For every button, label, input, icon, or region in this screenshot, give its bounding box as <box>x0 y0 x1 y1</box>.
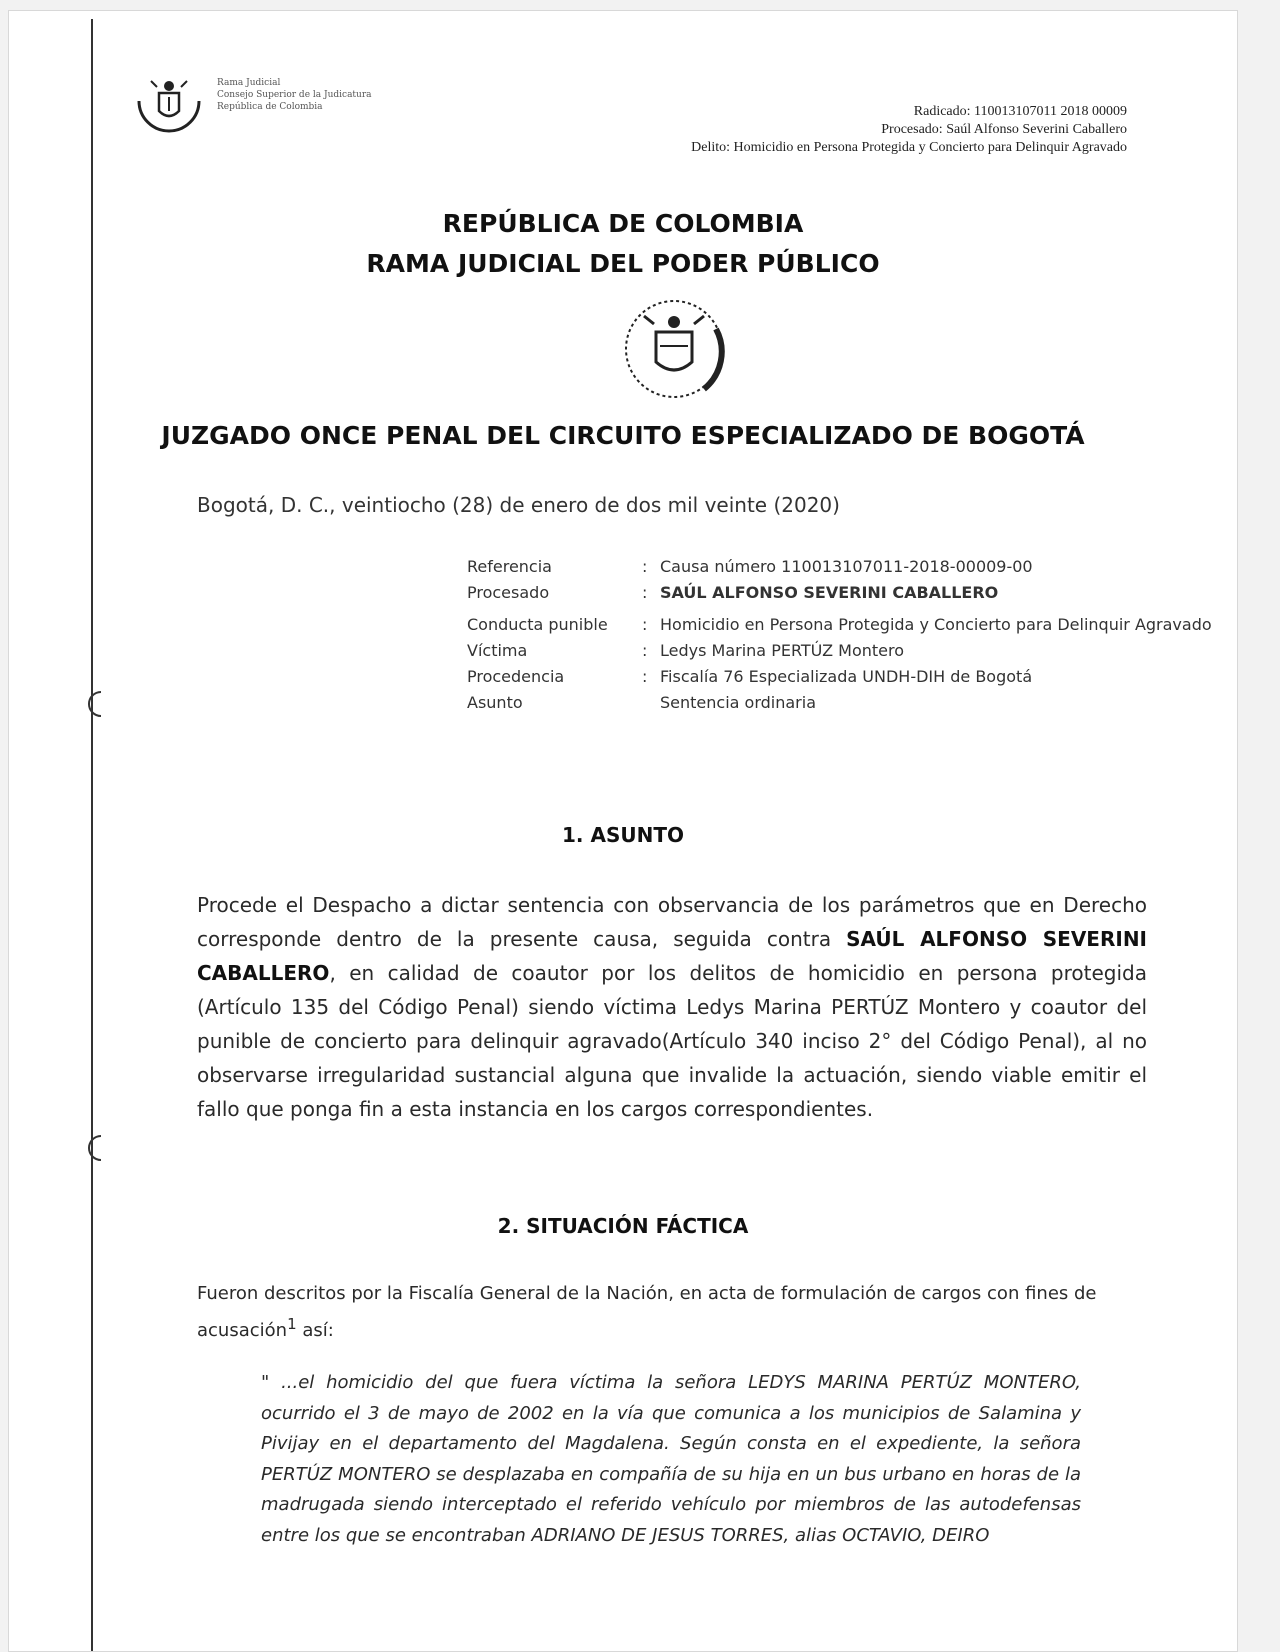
institution-line: Consejo Superior de la Judicatura <box>217 90 372 100</box>
case-info-row: Procedencia : Fiscalía 76 Especializada UNDH-DIH de Bogotá <box>467 664 1227 690</box>
court-heading: JUZGADO ONCE PENAL DEL CIRCUITO ESPECIALIZADO DE BOGOTÁ <box>161 421 1085 450</box>
institution-line: Rama Judicial <box>217 78 281 88</box>
case-info-label: Procedencia <box>467 667 565 686</box>
punch-hole-icon <box>81 1133 107 1163</box>
case-info-value: Causa número 110013107011-2018-00009-00 <box>660 557 1033 576</box>
case-info-row: Referencia : Causa número 110013107011-2018-00009-00 <box>467 554 1227 580</box>
case-info-row: Conducta punible : Homicidio en Persona Protegida y Concierto para Delinquir Agravado <box>467 612 1227 638</box>
paragraph-text: Procede el Despacho a dictar sentencia con observancia de los parámetros que en Derecho corresponde dentro de la presente causa, seguida contra <box>197 893 1147 951</box>
document-page <box>8 10 1238 1652</box>
case-info-value: Sentencia ordinaria <box>660 693 816 712</box>
procesado-line: Procesado: Saúl Alfonso Severini Caballero <box>881 122 1127 137</box>
intro-text: Fueron descritos por la Fiscalía General de la Nación, en acta de formulación de cargos con fines de acusación <box>197 1283 1097 1341</box>
defendant-name: SAÚL ALFONSO SEVERINI CABALLERO <box>197 927 1147 985</box>
delito-line: Delito: Homicidio en Persona Protegida y Concierto para Delinquir Agravado <box>691 140 1127 155</box>
radicado-line: Radicado: 110013107011 2018 00009 <box>913 104 1127 119</box>
branch-heading: RAMA JUDICIAL DEL PODER PÚBLICO <box>366 249 880 278</box>
institution-line: República de Colombia <box>217 102 323 112</box>
situacion-intro <box>197 1279 1147 1346</box>
section-title-asunto: 1. ASUNTO <box>562 823 684 847</box>
case-info-label: Víctima <box>467 641 528 660</box>
case-info-value: Ledys Marina PERTÚZ Montero <box>660 641 905 660</box>
institution-text <box>217 77 372 113</box>
footnote-marker: 1 <box>287 1315 297 1333</box>
section-title-situacion: 2. SITUACIÓN FÁCTICA <box>497 1214 749 1238</box>
asunto-paragraph <box>197 888 1147 1126</box>
document-date: Bogotá, D. C., veintiocho (28) de enero de dos mil veinte (2020) <box>197 493 840 517</box>
country-heading: REPÚBLICA DE COLOMBIA <box>442 209 804 238</box>
case-info-label: Referencia <box>467 557 552 576</box>
case-header <box>691 103 1127 157</box>
case-info-label: Asunto <box>467 693 523 712</box>
case-info-value: Homicidio en Persona Protegida y Concierto para Delinquir Agravado <box>660 615 1212 634</box>
case-info-value: SAÚL ALFONSO SEVERINI CABALLERO <box>660 583 999 602</box>
paragraph-text: , en calidad de coautor por los delitos de homicidio en persona protegida (Artículo 135 del Código Penal) siendo víctima Ledys Marina PERTÚZ Montero y coautor del punible de concierto para delinquir agravado(Artículo 340 inciso 2° del Código Penal), al no observarse irregularidad sustancial alguna que invalide la actuación, siendo viable emitir el fallo que ponga fin a esta instancia en los cargos correspondientes. <box>197 961 1147 1121</box>
case-info-label: Procesado <box>467 583 550 602</box>
punch-hole-icon <box>81 689 107 719</box>
case-info-label: Conducta punible <box>467 615 608 634</box>
intro-text: así: <box>296 1320 334 1341</box>
case-info-table <box>467 554 1227 716</box>
case-info-value: Fiscalía 76 Especializada UNDH-DIH de Bogotá <box>660 667 1033 686</box>
judicial-seal-icon <box>604 294 744 404</box>
coat-of-arms-icon <box>131 71 207 147</box>
case-info-row: Víctima : Ledys Marina PERTÚZ Montero <box>467 638 1227 664</box>
quoted-facts: " ...el homicidio del que fuera víctima la señora LEDYS MARINA PERTÚZ MONTERO, ocurrido el 3 de mayo de 2002 en la vía que comunica a los municipios de Salamina y Pivijay en el departamento del Magdalena. Según consta en el expediente, la señora PERTÚZ MONTERO se desplazaba en compañía de su hija en un bus urbano en horas de la madrugada siendo interceptado el referido vehículo por miembros de las autodefensas entre los que se encontraban ADRIANO DE JESUS TORRES, alias OCTAVIO, DEIRO <box>261 1372 1081 1546</box>
case-info-row: Procesado : SAÚL ALFONSO SEVERINI CABALLERO <box>467 580 1227 606</box>
case-info-row <box>467 690 1227 716</box>
